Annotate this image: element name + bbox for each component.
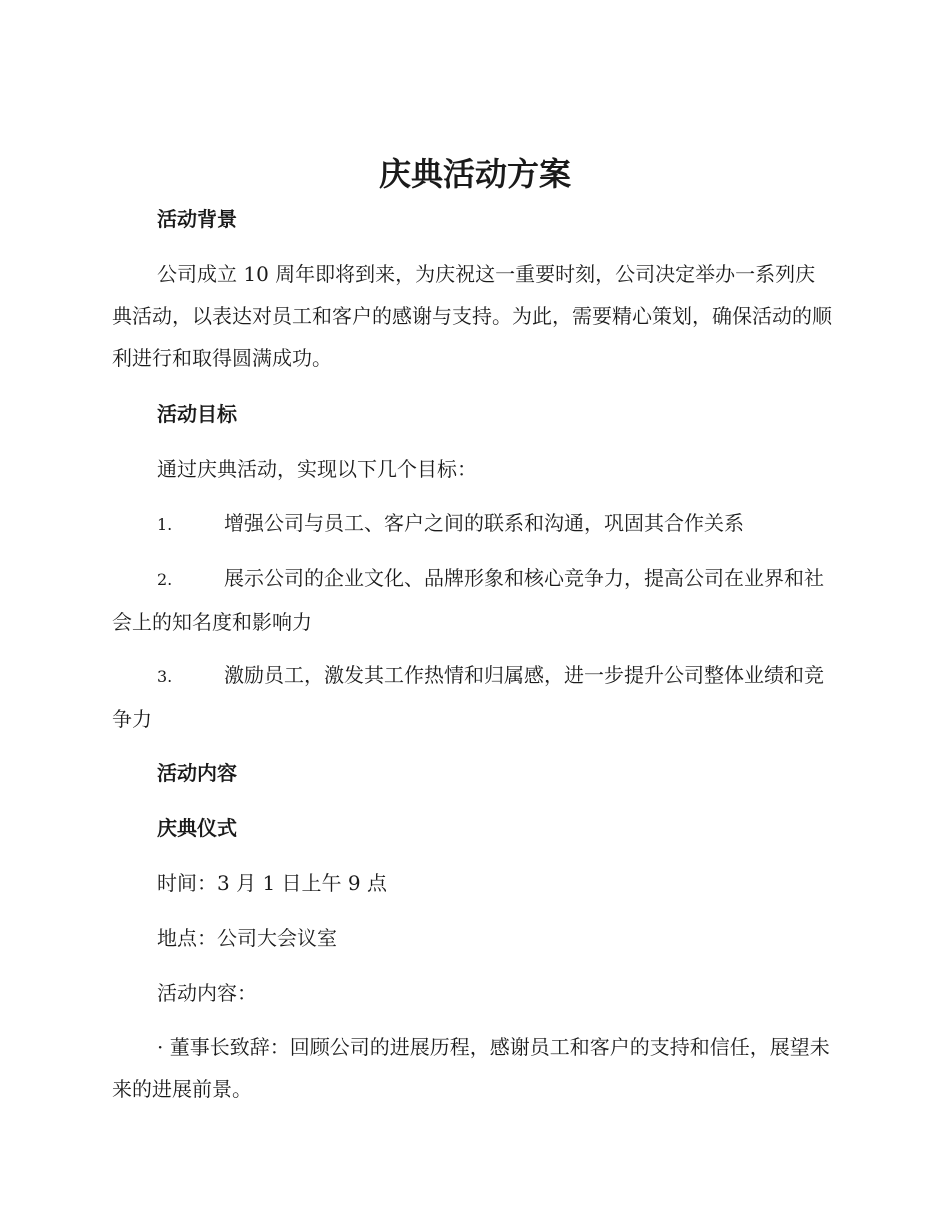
ceremony-content-label: 活动内容： [157,981,257,1005]
goal-number: 2. [157,570,173,589]
goal-text: 增强公司与员工、客户之间的联系和沟通，巩固其合作关系 [224,511,744,535]
section-heading-background: 活动背景 [157,207,237,231]
goal-item-3 [112,654,832,740]
goals-intro: 通过庆典活动，实现以下几个目标： [157,457,477,481]
goal-item-1 [112,502,832,546]
section-heading-goals: 活动目标 [157,402,237,426]
goal-number: 3. [157,667,173,686]
ceremony-time: 时间：3 月 1 日上午 9 点 [157,871,387,895]
background-paragraph: 公司成立 10 周年即将到来，为庆祝这一重要时刻，公司决定举办一系列庆典活动，以表达对员工和客户的感谢与支持。为此，需要精心策划，确保活动的顺利进行和取得圆满成功。 [112,262,832,370]
ceremony-place: 地点：公司大会议室 [157,926,337,950]
goal-text: 展示公司的企业文化、品牌形象和核心竞争力，提高公司在业界和社会上的知名度和影响力 [112,566,824,634]
goal-text: 激励员工，激发其工作热情和归属感，进一步提升公司整体业绩和竞争力 [112,663,824,731]
section-heading-ceremony: 庆典仪式 [157,816,237,840]
goal-item-2 [112,557,832,643]
document-title: 庆典活动方案 [378,155,571,193]
section-heading-content: 活动内容 [157,761,237,785]
goal-number: 1. [157,515,173,534]
chairman-speech-bullet: · 董事长致辞：回顾公司的进展历程，感谢员工和客户的支持和信任，展望未来的进展前景。 [112,1035,830,1101]
